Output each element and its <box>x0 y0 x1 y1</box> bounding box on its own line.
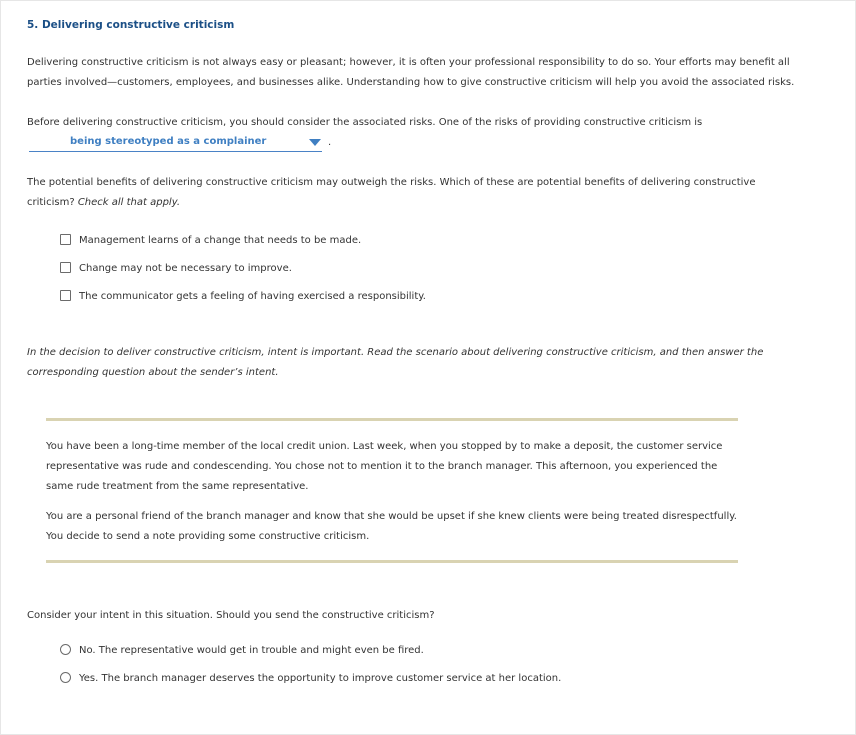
checkbox[interactable] <box>60 234 71 245</box>
intent-option-label: Yes. The branch manager deserves the opportunity to improve customer service at her location. <box>79 672 562 684</box>
benefit-option[interactable] <box>60 282 797 310</box>
intent-options <box>60 636 797 692</box>
scenario-box <box>46 418 738 563</box>
radio-button[interactable] <box>60 672 71 683</box>
chevron-down-icon <box>309 139 321 146</box>
benefit-option[interactable] <box>60 226 797 254</box>
benefit-option-label: The communicator gets a feeling of having exercised a responsibility. <box>79 290 426 302</box>
question-title: 5. Delivering constructive criticism <box>27 19 235 31</box>
intent-option-label: No. The representative would get in trouble and might even be fired. <box>79 644 424 656</box>
benefits-options <box>60 226 797 310</box>
risk-dropdown-value: being stereotyped as a complainer <box>70 136 267 147</box>
radio-button[interactable] <box>60 644 71 655</box>
intent-option[interactable] <box>60 664 797 692</box>
scenario-paragraph: You are a personal friend of the branch manager and know that she would be upset if she knew clients were being treated disrespectfully. You decide to send a note providing some constructive criticism. <box>46 511 737 542</box>
intro-paragraph: Delivering constructive criticism is not always easy or pleasant; however, it is often your professional responsibility to do so. Your efforts may benefit all parties involved—customers, employees, and businesses alike. Understanding how to give constructive criticism will help you avoid the associated risks. <box>27 57 795 88</box>
scenario-paragraph: You have been a long-time member of the local credit union. Last week, when you stopped by to make a deposit, the customer service representative was rude and condescending. You chose not to mention it to the branch manager. This afternoon, you experienced the same rude treatment from the same representative. <box>46 441 723 492</box>
benefits-question <box>27 173 797 213</box>
risk-question-text: Before delivering constructive criticism, you should consider the associated risks. One of the risks of providing constructive criticism is <box>27 117 703 128</box>
risk-dropdown[interactable] <box>29 133 322 152</box>
risk-question-suffix: . <box>328 137 332 148</box>
benefit-option-label: Management learns of a change that needs to be made. <box>79 234 362 246</box>
intent-option[interactable] <box>60 636 797 664</box>
intent-question: Consider your intent in this situation. Should you send the constructive criticism? <box>27 610 435 621</box>
risk-question <box>27 113 797 153</box>
benefits-instruction: Check all that apply. <box>77 197 181 208</box>
benefits-question-text: The potential benefits of delivering constructive criticism may outweigh the risks. Which of these are potential benefits of delivering constructive criticism? <box>27 177 756 208</box>
question-content <box>27 18 797 692</box>
benefit-option-label: Change may not be necessary to improve. <box>79 262 292 274</box>
checkbox[interactable] <box>60 290 71 301</box>
checkbox[interactable] <box>60 262 71 273</box>
intent-intro: In the decision to deliver constructive criticism, intent is important. Read the scenario about delivering constructive criticism, and then answer the corresponding question about the sender’s intent. <box>27 347 764 378</box>
benefit-option[interactable] <box>60 254 797 282</box>
